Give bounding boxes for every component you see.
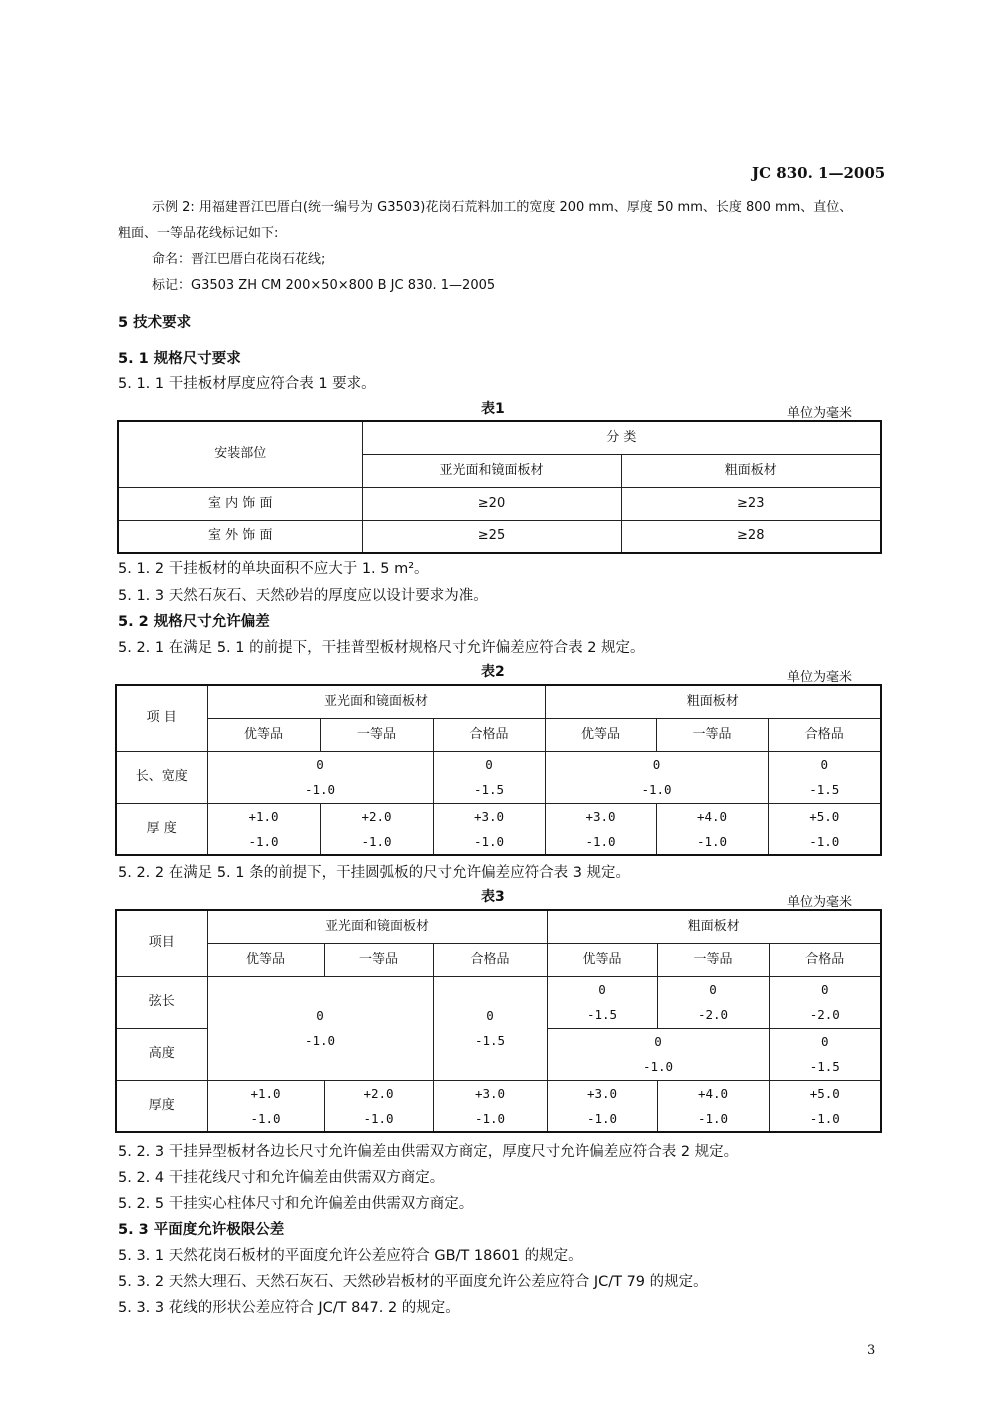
table3-grade: 合格品 — [769, 943, 881, 976]
table2-row-thickness: 厚 度 — [116, 803, 207, 855]
clause-5-3-2: 5. 3. 2 天然大理石、天然石灰石、天然砂岩板材的平面度允许公差应符合 JC/T 79 的规定。 — [118, 1274, 708, 1290]
table2-len-rough-3 — [768, 751, 881, 803]
table1-caption: 表1 — [481, 401, 505, 417]
table2-thk-cell — [768, 803, 881, 855]
table2-thk-cell — [433, 803, 545, 855]
clause-5-1-3: 5. 1. 3 天然石灰石、天然砂岩的厚度应以设计要求为准。 — [118, 588, 488, 604]
table3-matte-3 — [433, 976, 547, 1080]
section-5-heading: 5 技术要求 — [118, 315, 192, 331]
value-upper: +3.0 — [474, 1085, 506, 1101]
value-lower: -1.0 — [474, 1110, 506, 1126]
table1-header-rough: 粗面板材 — [621, 454, 881, 487]
table3-header-rough: 粗面板材 — [547, 910, 881, 943]
table3-height-rough-12 — [547, 1028, 769, 1080]
table3-thk-cell — [657, 1080, 769, 1132]
value-upper: 0 — [654, 1034, 662, 1049]
table1-header-matte: 亚光面和镜面板材 — [362, 454, 621, 487]
value-upper: +2.0 — [361, 808, 392, 824]
value-upper: +1.0 — [248, 808, 279, 824]
value-lower: -1.0 — [697, 1110, 729, 1126]
table1-header-install: 安装部位 — [118, 421, 362, 487]
value-lower: -1.0 — [641, 782, 672, 797]
table2-thk-cell — [656, 803, 768, 855]
table3-header-matte: 亚光面和镜面板材 — [207, 910, 547, 943]
table1-cell: ≥28 — [621, 520, 881, 553]
clause-5-1-2: 5. 1. 2 干挂板材的单块面积不应大于 1. 5 m²。 — [118, 561, 429, 577]
value-upper: 0 — [821, 982, 829, 997]
value-upper: 0 — [486, 1008, 494, 1023]
table3-thk-cell — [433, 1080, 547, 1132]
table3-thk-cell — [207, 1080, 324, 1132]
table1-row-label: 室 外 饰 面 — [118, 520, 362, 553]
value-lower: -1.0 — [642, 1059, 674, 1074]
example-name: 命名：晋江巴厝白花岗石花线; — [152, 252, 326, 267]
table2-thk-cell — [320, 803, 433, 855]
value-lower: -1.0 — [304, 782, 336, 797]
table2-row-length: 长、宽度 — [116, 751, 207, 803]
table2-grade: 一等品 — [656, 718, 768, 751]
clause-5-2-4: 5. 2. 4 干挂花线尺寸和允许偏差由供需双方商定。 — [118, 1170, 445, 1186]
table3-grade: 优等品 — [207, 943, 324, 976]
table2-grade: 优等品 — [207, 718, 320, 751]
value-lower: -1.0 — [361, 833, 392, 849]
table-3 — [115, 909, 882, 1133]
table3-chord-cell — [769, 976, 881, 1028]
value-upper: +2.0 — [363, 1085, 394, 1101]
value-upper: +3.0 — [473, 808, 505, 824]
table2-grade: 合格品 — [768, 718, 881, 751]
value-upper: +5.0 — [809, 1085, 840, 1101]
value-upper: 0 — [316, 757, 324, 772]
value-upper: +3.0 — [585, 808, 616, 824]
value-upper: +4.0 — [696, 808, 728, 824]
clause-5-2-3: 5. 2. 3 干挂异型板材各边长尺寸允许偏差由供需双方商定，厚度尺寸允许偏差应符合表 2 规定。 — [118, 1144, 739, 1160]
value-lower: -1.0 — [248, 833, 279, 849]
value-lower: -1.0 — [585, 833, 616, 849]
table3-row-thickness: 厚度 — [116, 1080, 207, 1132]
value-upper: +3.0 — [586, 1085, 618, 1101]
value-upper: 0 — [820, 757, 829, 772]
table-1 — [117, 420, 882, 554]
example-line-1: 示例 2: 用福建晋江巴厝白(统一编号为 G3503)花岗石荒料加工的宽度 200 mm、厚度 50 mm、长度 800 mm、直位、 — [152, 200, 853, 215]
table1-cell: ≥25 — [362, 520, 621, 553]
value-lower: -2.0 — [697, 1007, 729, 1022]
table1-cell: ≥23 — [621, 487, 881, 520]
table3-grade: 合格品 — [433, 943, 547, 976]
section-5-1-heading: 5. 1 规格尺寸要求 — [118, 351, 241, 367]
value-lower: -1.5 — [473, 782, 505, 797]
value-lower: -1.0 — [250, 1110, 281, 1126]
table3-thk-cell — [547, 1080, 657, 1132]
table2-grade: 合格品 — [433, 718, 545, 751]
clause-5-2-2: 5. 2. 2 在满足 5. 1 条的前提下，干挂圆弧板的尺寸允许偏差应符合表 3 规定。 — [118, 865, 631, 881]
value-lower: -1.0 — [809, 833, 840, 849]
table1-header-class: 分 类 — [362, 421, 881, 454]
value-lower: -1.0 — [473, 833, 505, 849]
value-lower: -2.0 — [809, 1007, 840, 1022]
table3-row-chord: 弦长 — [116, 976, 207, 1028]
value-lower: -1.5 — [586, 1007, 618, 1022]
table1-row-label: 室 内 饰 面 — [118, 487, 362, 520]
value-upper: +1.0 — [250, 1085, 281, 1101]
table3-caption: 表3 — [481, 889, 505, 905]
value-lower: -1.5 — [809, 1059, 840, 1074]
table3-height-rough-3 — [769, 1028, 881, 1080]
example-line-2: 粗面、一等品花线标记如下: — [118, 226, 279, 241]
value-lower: -1.0 — [586, 1110, 618, 1126]
table2-grade: 一等品 — [320, 718, 433, 751]
table3-unit: 单位为毫米 — [787, 895, 853, 910]
table3-header-item: 项目 — [116, 910, 207, 976]
table2-len-matte-12 — [207, 751, 433, 803]
value-upper: 0 — [821, 1034, 829, 1049]
table2-thk-cell — [545, 803, 656, 855]
clause-5-3-1: 5. 3. 1 天然花岗石板材的平面度允许公差应符合 GB/T 18601 的规定。 — [118, 1248, 583, 1264]
clause-5-3-3: 5. 3. 3 花线的形状公差应符合 JC/T 847. 2 的规定。 — [118, 1300, 460, 1316]
table3-thk-cell — [769, 1080, 881, 1132]
value-upper: +5.0 — [809, 808, 840, 824]
value-upper: 0 — [652, 757, 661, 772]
table-2 — [115, 684, 882, 856]
table2-header-item: 项 目 — [116, 685, 207, 751]
value-lower: -1.0 — [809, 1110, 840, 1126]
table3-matte-12 — [207, 976, 433, 1080]
table3-chord-cell — [547, 976, 657, 1028]
table1-cell: ≥20 — [362, 487, 621, 520]
table2-header-rough: 粗面板材 — [545, 685, 881, 718]
table3-thk-cell — [324, 1080, 433, 1132]
table1-unit: 单位为毫米 — [787, 406, 853, 421]
clause-5-2-5: 5. 2. 5 干挂实心柱体尺寸和允许偏差由供需双方商定。 — [118, 1196, 474, 1212]
value-upper: 0 — [709, 982, 717, 997]
value-upper: +4.0 — [697, 1085, 729, 1101]
value-lower: -1.0 — [304, 1033, 336, 1048]
value-lower: -1.5 — [809, 782, 840, 797]
section-5-2-heading: 5. 2 规格尺寸允许偏差 — [118, 614, 270, 630]
value-lower: -1.0 — [363, 1110, 394, 1126]
table2-len-rough-12 — [545, 751, 768, 803]
document-id: JC 830. 1—2005 — [752, 164, 886, 182]
table2-thk-cell — [207, 803, 320, 855]
example-mark: 标记：G3503 ZH CM 200×50×800 B JC 830. 1—2005 — [152, 278, 496, 293]
page-number: 3 — [867, 1343, 876, 1358]
value-lower: -1.0 — [696, 833, 728, 849]
value-lower: -1.5 — [474, 1033, 506, 1048]
clause-5-2-1: 5. 2. 1 在满足 5. 1 的前提下，干挂普型板材规格尺寸允许偏差应符合表 2 规定。 — [118, 640, 645, 656]
section-5-3-heading: 5. 3 平面度允许极限公差 — [118, 1222, 285, 1238]
table3-row-height: 高度 — [116, 1028, 207, 1080]
value-upper: 0 — [316, 1008, 324, 1023]
clause-5-1-1: 5. 1. 1 干挂板材厚度应符合表 1 要求。 — [118, 376, 376, 392]
table3-chord-cell — [657, 976, 769, 1028]
value-upper: 0 — [598, 982, 606, 997]
table2-header-matte: 亚光面和镜面板材 — [207, 685, 545, 718]
table2-unit: 单位为毫米 — [787, 670, 853, 685]
table2-len-matte-3 — [433, 751, 545, 803]
table3-grade: 一等品 — [657, 943, 769, 976]
table2-grade: 优等品 — [545, 718, 656, 751]
table3-grade: 一等品 — [324, 943, 433, 976]
table2-caption: 表2 — [481, 664, 505, 680]
value-upper: 0 — [485, 757, 493, 772]
table3-grade: 优等品 — [547, 943, 657, 976]
